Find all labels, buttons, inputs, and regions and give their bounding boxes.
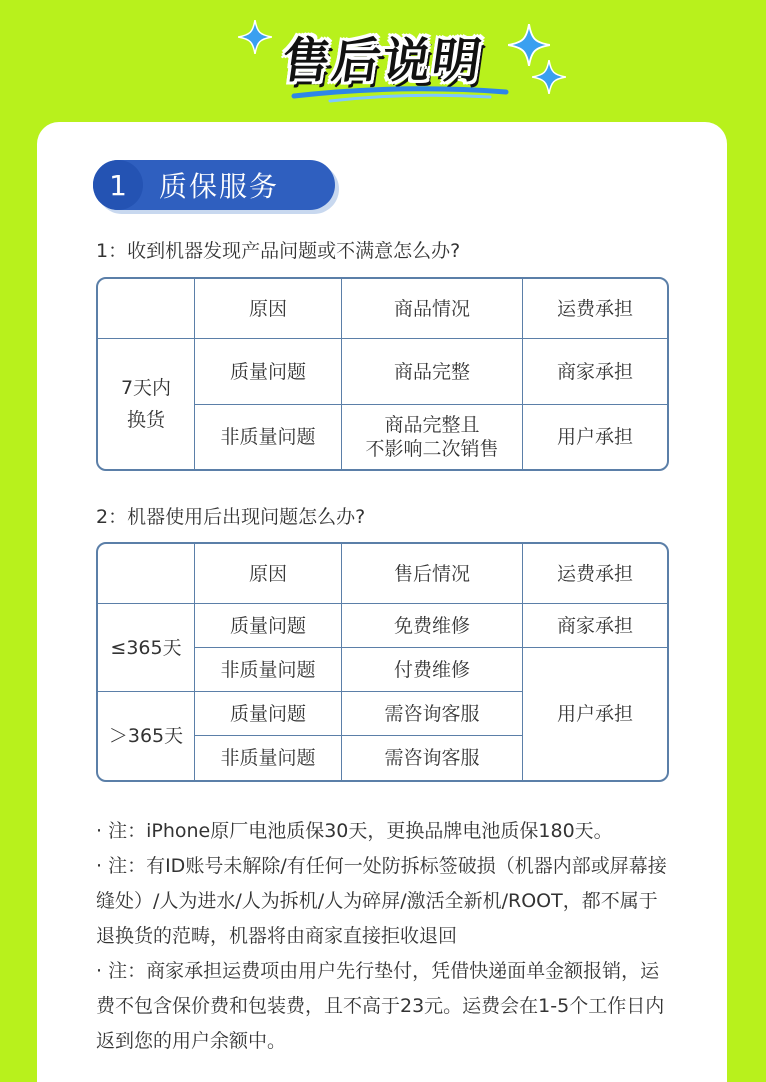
table-cell-fee: 用户承担 <box>556 703 633 725</box>
table-cell-reason: 质量问题 <box>195 692 342 736</box>
table-cell-reason: 质量问题 <box>195 339 342 405</box>
table-cell-status: 需咨询客服 <box>342 736 523 780</box>
table-header-cell <box>98 544 195 604</box>
table-header-cell <box>98 279 195 339</box>
header <box>0 0 766 120</box>
question-1: 1：收到机器发现产品问题或不满意怎么办? <box>96 240 461 262</box>
note-exclusions: · 注：有ID账号未解除/有任何一处防拆标签破损（机器内部或屏幕接缝处）/人为进水/人为拆机/人为碎屏/激活全新机/ROOT，都不属于退换货的范畴，机器将由商家直接拒收退回 <box>96 855 667 947</box>
table-cell-status: 商品完整且 不影响二次销售 <box>342 405 523 469</box>
table-cell-status: 商品完整 <box>342 339 523 405</box>
table-header-cell: 售后情况 <box>342 544 523 604</box>
question-2: 2：机器使用后出现问题怎么办? <box>96 506 366 528</box>
table-cell-reason: 非质量问题 <box>195 405 342 469</box>
section-number: 1 <box>93 160 143 210</box>
table-cell-fee: 商家承担 <box>523 339 667 405</box>
table-cell-status: 需咨询客服 <box>342 692 523 736</box>
section-title: 质保服务 <box>159 170 280 203</box>
table-header-cell: 原因 <box>195 279 342 339</box>
table-header-cell: 运费承担 <box>523 279 667 339</box>
table-header-cell: 商品情况 <box>342 279 523 339</box>
table-repair <box>96 542 669 782</box>
table-cell-status: 付费维修 <box>342 648 523 692</box>
group-label: ＞365天 <box>98 692 195 780</box>
sparkle-icon <box>532 60 566 94</box>
group-label: 7天内 换货 <box>98 339 195 469</box>
table-header-cell: 运费承担 <box>523 544 667 604</box>
notes <box>96 814 676 1059</box>
page-title: 售后说明 <box>278 33 487 89</box>
table-cell-reason: 非质量问题 <box>195 736 342 780</box>
table-cell-status: 免费维修 <box>342 604 523 648</box>
table-header-cell: 原因 <box>195 544 342 604</box>
note-shipping: · 注：商家承担运费项由用户先行垫付，凭借快递面单金额报销，运费不包含保价费和包装费，且不高于23元。运费会在1-5个工作日内返到您的用户余额中。 <box>96 960 665 1052</box>
table-cell-reason: 非质量问题 <box>195 648 342 692</box>
table-cell-reason: 质量问题 <box>195 604 342 648</box>
title-underline <box>290 86 510 104</box>
table-cell-fee: 用户承担 <box>556 426 633 448</box>
group-label: ≤365天 <box>98 604 195 692</box>
table-cell-fee: 商家承担 <box>523 604 667 648</box>
note-battery: · 注：iPhone原厂电池质保30天，更换品牌电池质保180天。 <box>96 820 613 842</box>
table-exchange <box>96 277 669 471</box>
content-card <box>37 122 727 1082</box>
section-badge <box>93 160 335 210</box>
